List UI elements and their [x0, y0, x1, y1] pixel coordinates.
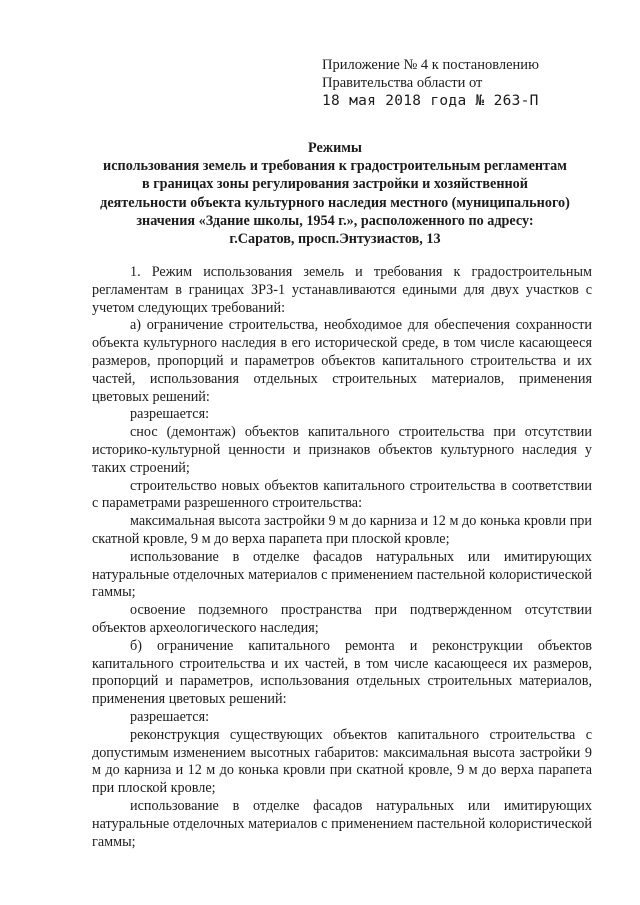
title-line-2: в границах зоны регулирования застройки и хозяйственной	[142, 176, 528, 193]
title-line-3: деятельности объекта культурного наследия местного (муниципального)	[100, 194, 570, 211]
paragraph-max-height: максимальная высота застройки 9 м до карниза и 12 м до конька кровли при скатной кровле, 9 м до верха парапета при плоской кровле;	[92, 513, 592, 547]
paragraph-reconstruction: реконструкция существующих объектов капитального строительства с допустимым изменением высотных габаритов: максимальная высота застройки 9 м до карниза и 12 м до конька кровли при скатной кровле, 9 м до верха парапета при плоской кровле;	[92, 726, 592, 797]
appendix-note	[322, 56, 622, 110]
appendix-line-1: Приложение № 4 к постановлению	[322, 57, 539, 73]
paragraph-a: а) ограничение строительства, необходимое для обеспечения сохранности объекта культурного наследия в его исторической среде, в том числе касающееся размеров, пропорций и параметров объектов капитального строительства и их частей, использования отдельных строительных материалов, применения цветовых решений:	[92, 317, 592, 405]
title-heading: Режимы	[308, 140, 362, 156]
title-line-1: использования земель и требования к градостроительным регламентам	[103, 158, 567, 175]
paragraph-b: б) ограничение капитального ремонта и реконструкции объектов капитального строительства и их частей, в том числе касающееся их размеров, пропорций и параметров, использования отдельных строительных материалов, применения цветовых решений:	[92, 637, 592, 708]
paragraph-allowed-2: разрешается:	[130, 708, 210, 725]
document-title	[60, 139, 610, 248]
paragraph-new-construction: строительство новых объектов капитального строительства в соответствии с параметрами разрешенного строительства:	[92, 477, 592, 512]
paragraph-allowed-1: разрешается:	[130, 406, 210, 423]
appendix-line-2: Правительства области от	[322, 75, 483, 91]
paragraph-facade-finish-2: использование в отделке фасадов натуральных или имитирующих натуральные отделочных материалов с применением пастельной колористической гаммы;	[92, 797, 592, 850]
paragraph-1: 1. Режим использования земель и требования к градостроительным регламентам в границах ЗРЗ-1 устанавливаются едиными для двух участков с учетом следующих требований:	[92, 264, 592, 316]
title-line-4: значения «Здание школы, 1954 г.», расположенного по адресу:	[136, 212, 534, 229]
title-line-5: г.Саратов, просп.Энтузиастов, 13	[229, 231, 441, 248]
paragraph-demolition: снос (демонтаж) объектов капитального строительства при отсутствии историко-культурной ценности и признаков объектов культурного наследия у таких строений;	[92, 424, 592, 476]
paragraph-facade-finish-1: использование в отделке фасадов натуральных или имитирующих натуральные отделочных материалов с применением пастельной колористической гаммы;	[92, 548, 592, 601]
appendix-date-line: 18 мая 2018 года № 263-П	[322, 93, 539, 109]
document-body	[92, 264, 592, 851]
paragraph-underground: освоение подземного пространства при подтвержденном отсутствии объектов археологического наследия;	[92, 602, 592, 636]
